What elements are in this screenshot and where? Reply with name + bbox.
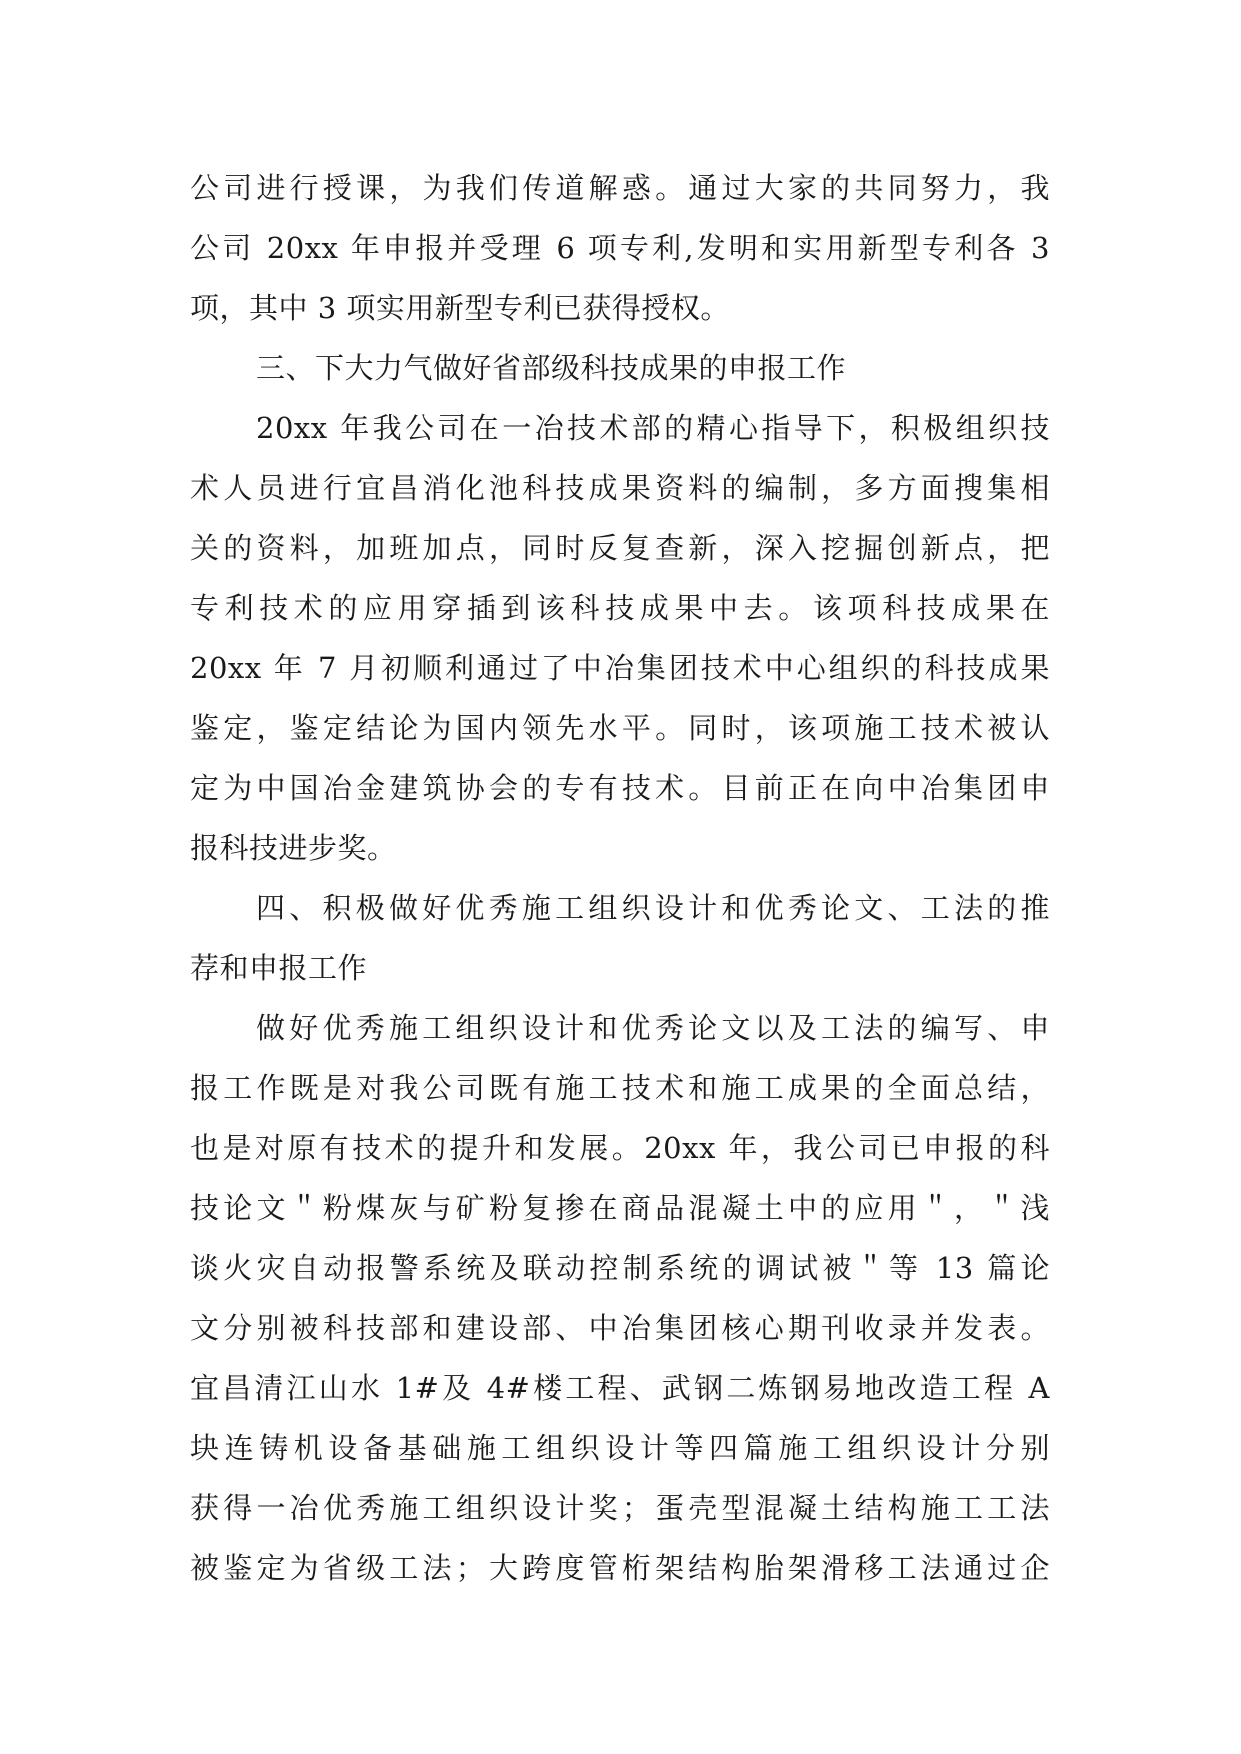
- text-line: 宜昌清江山水 1#及 4#楼工程、武钢二炼钢易地改造工程 A: [190, 1371, 1050, 1405]
- body-text: [190, 158, 1050, 1598]
- text-line: 技论文＂粉煤灰与矿粉复掺在商品混凝土中的应用＂，＂浅: [190, 1191, 1050, 1225]
- section-heading-3: 三、下大力气做好省部级科技成果的申报工作: [256, 351, 847, 385]
- section-heading-4-cont: 荐和申报工作: [190, 951, 368, 985]
- text-line: 块连铸机设备基础施工组织设计等四篇施工组织设计分别: [190, 1431, 1050, 1465]
- section-heading-4: 四、积极做好优秀施工组织设计和优秀论文、工法的推: [256, 891, 1050, 925]
- text-line: 20xx 年我公司在一冶技术部的精心指导下，积极组织技: [256, 411, 1050, 445]
- text-line: 谈火灾自动报警系统及联动控制系统的调试被＂等 13 篇论: [190, 1251, 1050, 1285]
- text-line: 20xx 年 7 月初顺利通过了中冶集团技术中心组织的科技成果: [190, 651, 1050, 685]
- text-line: 项，其中 3 项实用新型专利已获得授权。: [190, 291, 730, 325]
- text-line: 关的资料，加班加点，同时反复查新，深入挖掘创新点，把: [190, 531, 1050, 565]
- text-line: 被鉴定为省级工法；大跨度管桁架结构胎架滑移工法通过企: [190, 1551, 1050, 1585]
- text-line: 公司进行授课，为我们传道解惑。通过大家的共同努力，我: [190, 171, 1050, 205]
- text-line: 专利技术的应用穿插到该科技成果中去。该项科技成果在: [190, 591, 1050, 625]
- text-line: 也是对原有技术的提升和发展。20xx 年，我公司已申报的科: [190, 1131, 1050, 1165]
- text-line: 报工作既是对我公司既有施工技术和施工成果的全面总结，: [190, 1071, 1050, 1105]
- text-line: 做好优秀施工组织设计和优秀论文以及工法的编写、申: [256, 1011, 1050, 1045]
- text-line: 定为中国冶金建筑协会的专有技术。目前正在向中冶集团申: [190, 771, 1050, 805]
- text-line: 术人员进行宜昌消化池科技成果资料的编制，多方面搜集相: [190, 471, 1050, 505]
- text-line: 公司 20xx 年申报并受理 6 项专利,发明和实用新型专利各 3: [190, 231, 1050, 265]
- text-line: 文分别被科技部和建设部、中冶集团核心期刊收录并发表。: [190, 1311, 1050, 1345]
- text-line: 鉴定，鉴定结论为国内领先水平。同时，该项施工技术被认: [190, 711, 1050, 745]
- text-line: 获得一冶优秀施工组织设计奖；蛋壳型混凝土结构施工工法: [190, 1491, 1050, 1525]
- text-line: 报科技进步奖。: [190, 831, 397, 865]
